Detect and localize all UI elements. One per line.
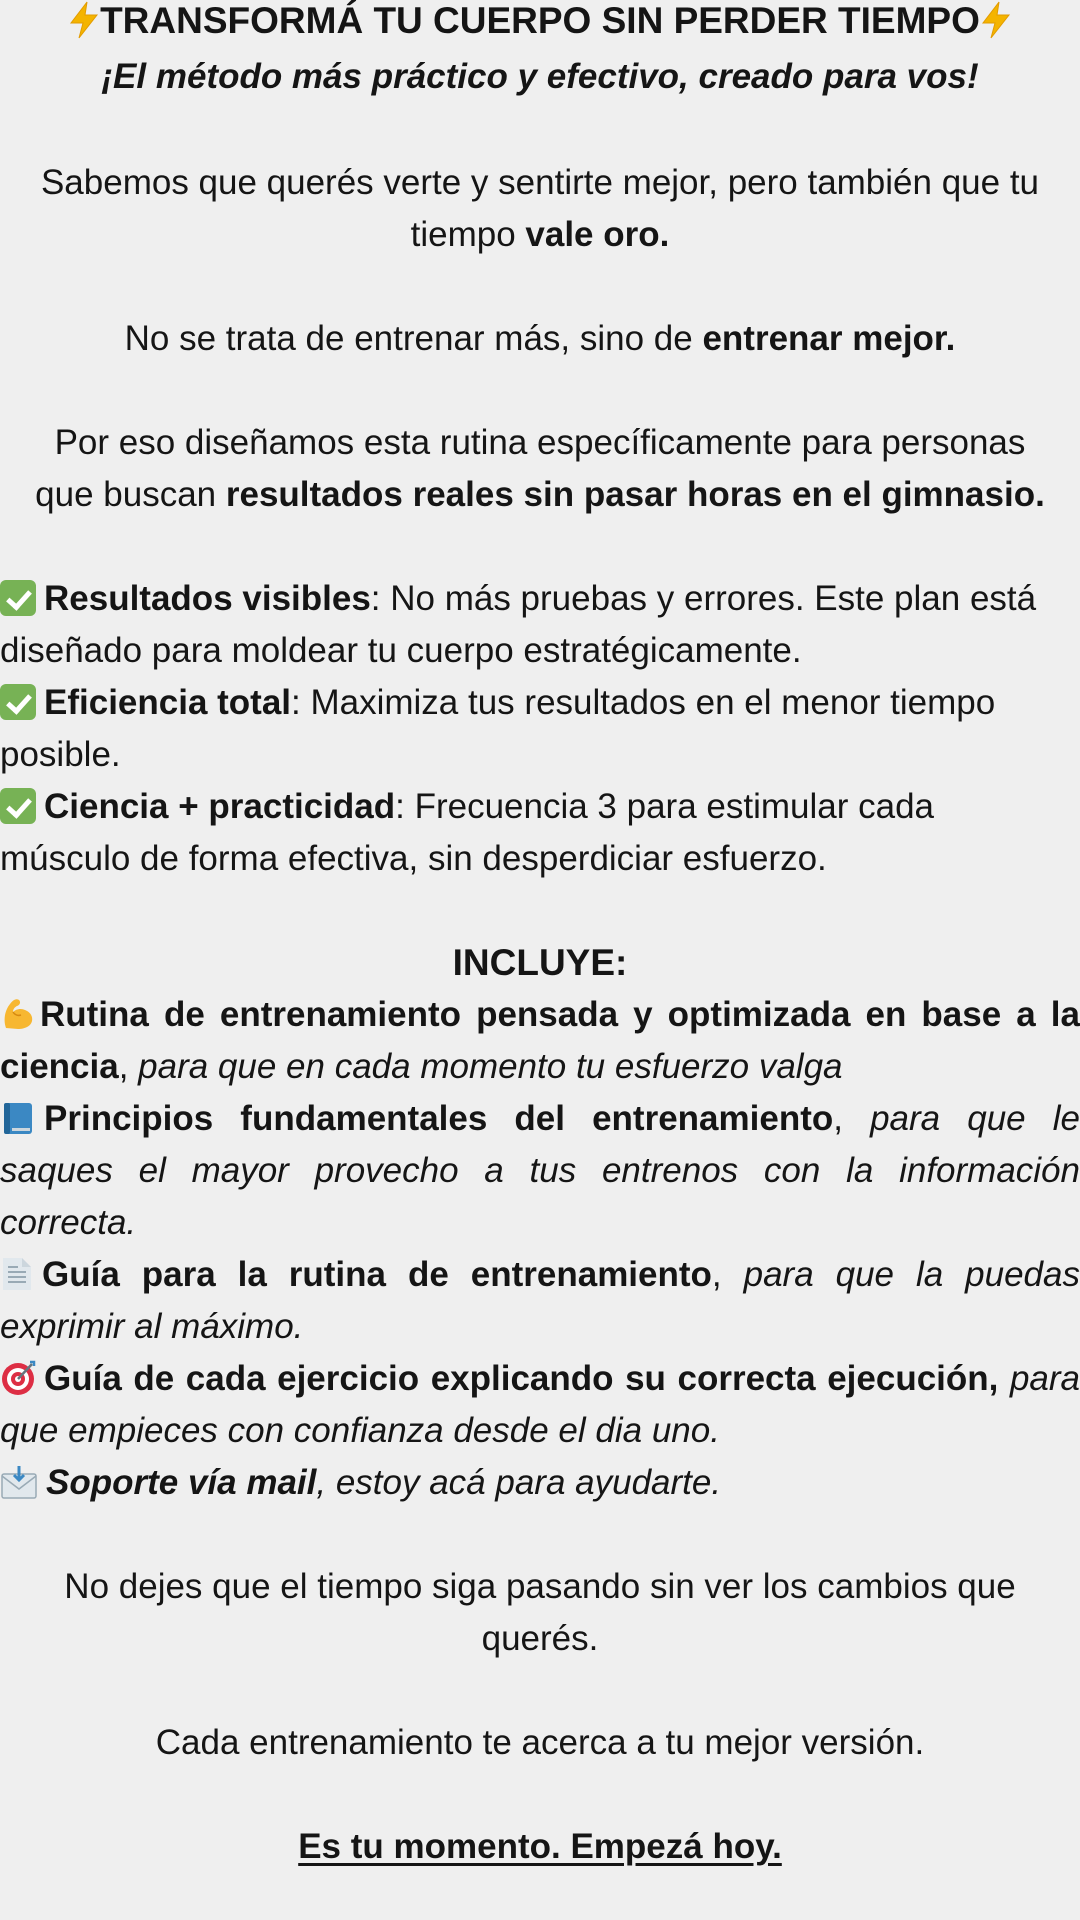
- envelope-icon: [0, 1463, 38, 1515]
- include-item-line: [0, 1145, 1080, 1197]
- intro-paragraph-line: Por eso diseñamos esta rutina específicamente para personas: [54, 423, 1026, 462]
- include-title: Guía de cada ejercicio explicando su correcta ejecución,: [44, 1359, 999, 1398]
- intro-paragraph-line: [0, 469, 1080, 521]
- include-description: para que la puedas: [721, 1255, 1080, 1294]
- include-item: [0, 1457, 1080, 1515]
- include-item-line: [0, 1197, 1080, 1249]
- page-title-text: TRANSFORMÁ TU CUERPO SIN PERDER TIEMPO: [100, 0, 980, 41]
- intro-emphasis: vale oro.: [525, 215, 670, 254]
- benefit-item: [0, 781, 1080, 833]
- include-comma: ,: [711, 1255, 722, 1294]
- check-mark-icon: [0, 580, 36, 616]
- high-voltage-icon: [980, 1, 1012, 53]
- benefit-title: Resultados visibles: [44, 579, 371, 618]
- check-mark-icon: [0, 684, 36, 720]
- page-title: [0, 0, 1080, 53]
- target-icon: [0, 1359, 36, 1411]
- include-item-line: [0, 1301, 1080, 1353]
- include-comma: ,: [118, 1047, 129, 1086]
- page-subtitle: ¡El método más práctico y efectivo, creado para vos!: [101, 57, 979, 96]
- benefit-title: Eficiencia total: [44, 683, 292, 722]
- high-voltage-icon: [68, 1, 100, 53]
- include-title: Rutina de entrenamiento pensada y optimizada en base a la: [40, 995, 1080, 1034]
- include-item: [0, 1093, 1080, 1151]
- benefit-text: : No más pruebas y errores. Este plan está: [370, 579, 1037, 618]
- intro-emphasis: resultados reales sin pasar horas en el gimnasio.: [225, 475, 1045, 514]
- include-item: [0, 989, 1080, 1047]
- closing-paragraph-line: No dejes que el tiempo siga pasando sin ver los cambios que: [64, 1567, 1016, 1606]
- include-description: correcta.: [0, 1203, 137, 1242]
- intro-text: No se trata de entrenar más, sino de: [124, 319, 703, 358]
- include-title: ciencia: [0, 1047, 119, 1086]
- include-description: , estoy acá para ayudarte.: [316, 1463, 722, 1502]
- benefit-text: : Maximiza tus resultados en el menor tiempo: [291, 683, 996, 722]
- includes-heading: INCLUYE:: [452, 942, 628, 983]
- flexed-biceps-icon: [0, 994, 38, 1047]
- include-description: exprimir al máximo.: [0, 1307, 304, 1346]
- intro-emphasis: entrenar mejor.: [702, 319, 956, 358]
- intro-text: tiempo: [410, 215, 526, 254]
- include-description: que empieces con confianza desde el dia uno.: [0, 1411, 720, 1450]
- include-description: para que le: [842, 1099, 1080, 1138]
- include-description: saques el mayor provecho a tus entrenos con la información: [0, 1151, 1080, 1190]
- include-title: Principios fundamentales del entrenamiento: [44, 1099, 834, 1138]
- include-item: [0, 1249, 1080, 1307]
- closing-paragraph-line: Cada entrenamiento te acerca a tu mejor versión.: [155, 1723, 925, 1762]
- include-item-line: [0, 1041, 1080, 1093]
- benefit-text-line: diseñado para moldear tu cuerpo estratégicamente.: [0, 631, 802, 670]
- intro-paragraph-line: [0, 313, 1080, 365]
- closing-paragraph-line: querés.: [481, 1619, 599, 1658]
- benefit-text-line: posible.: [0, 735, 121, 774]
- include-description: para: [998, 1359, 1080, 1398]
- intro-text: que buscan: [35, 475, 226, 514]
- check-mark-icon: [0, 788, 36, 824]
- benefit-title: Ciencia + practicidad: [44, 787, 396, 826]
- benefit-item: [0, 573, 1080, 625]
- document-icon: [0, 1255, 34, 1307]
- benefit-text-line: músculo de forma efectiva, sin desperdiciar esfuerzo.: [0, 839, 827, 878]
- include-title: Soporte vía mail: [46, 1463, 317, 1502]
- benefit-item: [0, 677, 1080, 729]
- include-description: para que en cada momento tu esfuerzo valga: [128, 1047, 843, 1086]
- include-title: Guía para la rutina de entrenamiento: [42, 1255, 712, 1294]
- include-comma: ,: [833, 1099, 843, 1138]
- blue-book-icon: [0, 1099, 36, 1151]
- benefit-text: : Frecuencia 3 para estimular cada: [395, 787, 935, 826]
- intro-paragraph-line: Sabemos que querés verte y sentirte mejor, pero también que tu: [40, 163, 1040, 202]
- include-item-line: [0, 1405, 1080, 1457]
- include-item: [0, 1353, 1080, 1411]
- intro-paragraph-line: [0, 209, 1080, 261]
- call-to-action: Es tu momento. Empezá hoy.: [298, 1827, 782, 1866]
